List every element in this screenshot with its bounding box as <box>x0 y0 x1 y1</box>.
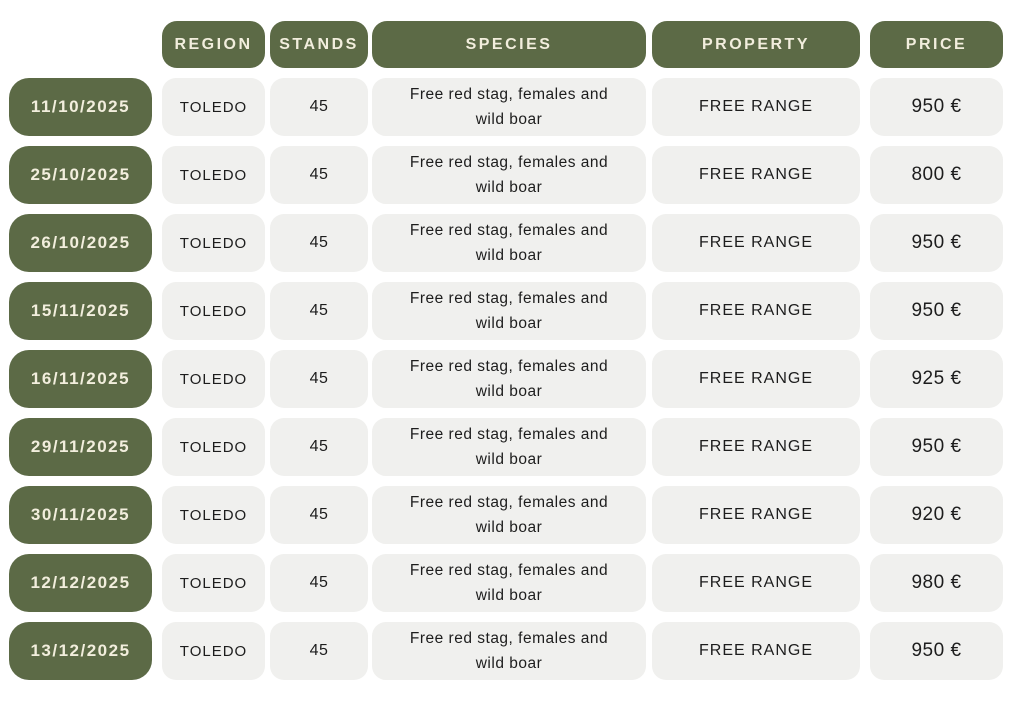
species-cell <box>372 554 646 612</box>
species-text: Free red stag, females and wild boar <box>409 562 609 604</box>
property-cell: FREE RANGE <box>652 554 860 612</box>
region-cell: TOLEDO <box>162 350 265 408</box>
price-cell: 950 € <box>870 418 1003 476</box>
table-row <box>9 214 1003 272</box>
region-cell: TOLEDO <box>162 486 265 544</box>
property-cell: FREE RANGE <box>652 418 860 476</box>
property-cell: FREE RANGE <box>652 486 860 544</box>
property-cell: FREE RANGE <box>652 146 860 204</box>
property-cell: FREE RANGE <box>652 78 860 136</box>
date-pill: 25/10/2025 <box>9 146 152 204</box>
price-cell: 800 € <box>870 146 1003 204</box>
property-cell: FREE RANGE <box>652 214 860 272</box>
region-cell: TOLEDO <box>162 78 265 136</box>
species-text: Free red stag, females and wild boar <box>409 426 609 468</box>
date-pill: 13/12/2025 <box>9 622 152 680</box>
species-text: Free red stag, females and wild boar <box>409 222 609 264</box>
species-cell <box>372 78 646 136</box>
header-row <box>9 21 1003 68</box>
header-spacer <box>9 21 152 68</box>
species-text: Free red stag, females and wild boar <box>409 494 609 536</box>
table-row <box>9 146 1003 204</box>
stands-cell: 45 <box>270 486 368 544</box>
property-cell: FREE RANGE <box>652 622 860 680</box>
region-cell: TOLEDO <box>162 418 265 476</box>
column-header-species: SPECIES <box>372 21 646 68</box>
species-cell <box>372 622 646 680</box>
column-header-price: PRICE <box>870 21 1003 68</box>
species-cell <box>372 486 646 544</box>
stands-cell: 45 <box>270 350 368 408</box>
region-cell: TOLEDO <box>162 214 265 272</box>
hunting-dates-pricing-table <box>9 21 1003 690</box>
species-cell <box>372 146 646 204</box>
species-cell <box>372 350 646 408</box>
date-pill: 11/10/2025 <box>9 78 152 136</box>
column-header-region: REGION <box>162 21 265 68</box>
species-text: Free red stag, females and wild boar <box>409 358 609 400</box>
date-pill: 16/11/2025 <box>9 350 152 408</box>
table-row <box>9 78 1003 136</box>
table-row <box>9 554 1003 612</box>
property-cell: FREE RANGE <box>652 350 860 408</box>
price-cell: 950 € <box>870 622 1003 680</box>
date-pill: 26/10/2025 <box>9 214 152 272</box>
table-row <box>9 350 1003 408</box>
region-cell: TOLEDO <box>162 554 265 612</box>
stands-cell: 45 <box>270 146 368 204</box>
table-row <box>9 486 1003 544</box>
date-pill: 29/11/2025 <box>9 418 152 476</box>
species-text: Free red stag, females and wild boar <box>409 630 609 672</box>
price-cell: 950 € <box>870 78 1003 136</box>
price-cell: 925 € <box>870 350 1003 408</box>
species-cell <box>372 214 646 272</box>
table-row <box>9 418 1003 476</box>
table-row <box>9 622 1003 680</box>
region-cell: TOLEDO <box>162 282 265 340</box>
date-pill: 12/12/2025 <box>9 554 152 612</box>
region-cell: TOLEDO <box>162 146 265 204</box>
region-cell: TOLEDO <box>162 622 265 680</box>
column-header-stands: STANDS <box>270 21 368 68</box>
species-text: Free red stag, females and wild boar <box>409 290 609 332</box>
column-header-property: PROPERTY <box>652 21 860 68</box>
price-cell: 950 € <box>870 282 1003 340</box>
stands-cell: 45 <box>270 214 368 272</box>
stands-cell: 45 <box>270 622 368 680</box>
stands-cell: 45 <box>270 554 368 612</box>
price-cell: 980 € <box>870 554 1003 612</box>
price-cell: 920 € <box>870 486 1003 544</box>
stands-cell: 45 <box>270 282 368 340</box>
species-text: Free red stag, females and wild boar <box>409 154 609 196</box>
species-text: Free red stag, females and wild boar <box>409 86 609 128</box>
price-cell: 950 € <box>870 214 1003 272</box>
species-cell <box>372 282 646 340</box>
species-cell <box>372 418 646 476</box>
date-pill: 30/11/2025 <box>9 486 152 544</box>
table-row <box>9 282 1003 340</box>
date-pill: 15/11/2025 <box>9 282 152 340</box>
property-cell: FREE RANGE <box>652 282 860 340</box>
stands-cell: 45 <box>270 418 368 476</box>
stands-cell: 45 <box>270 78 368 136</box>
table-body <box>9 78 1003 680</box>
